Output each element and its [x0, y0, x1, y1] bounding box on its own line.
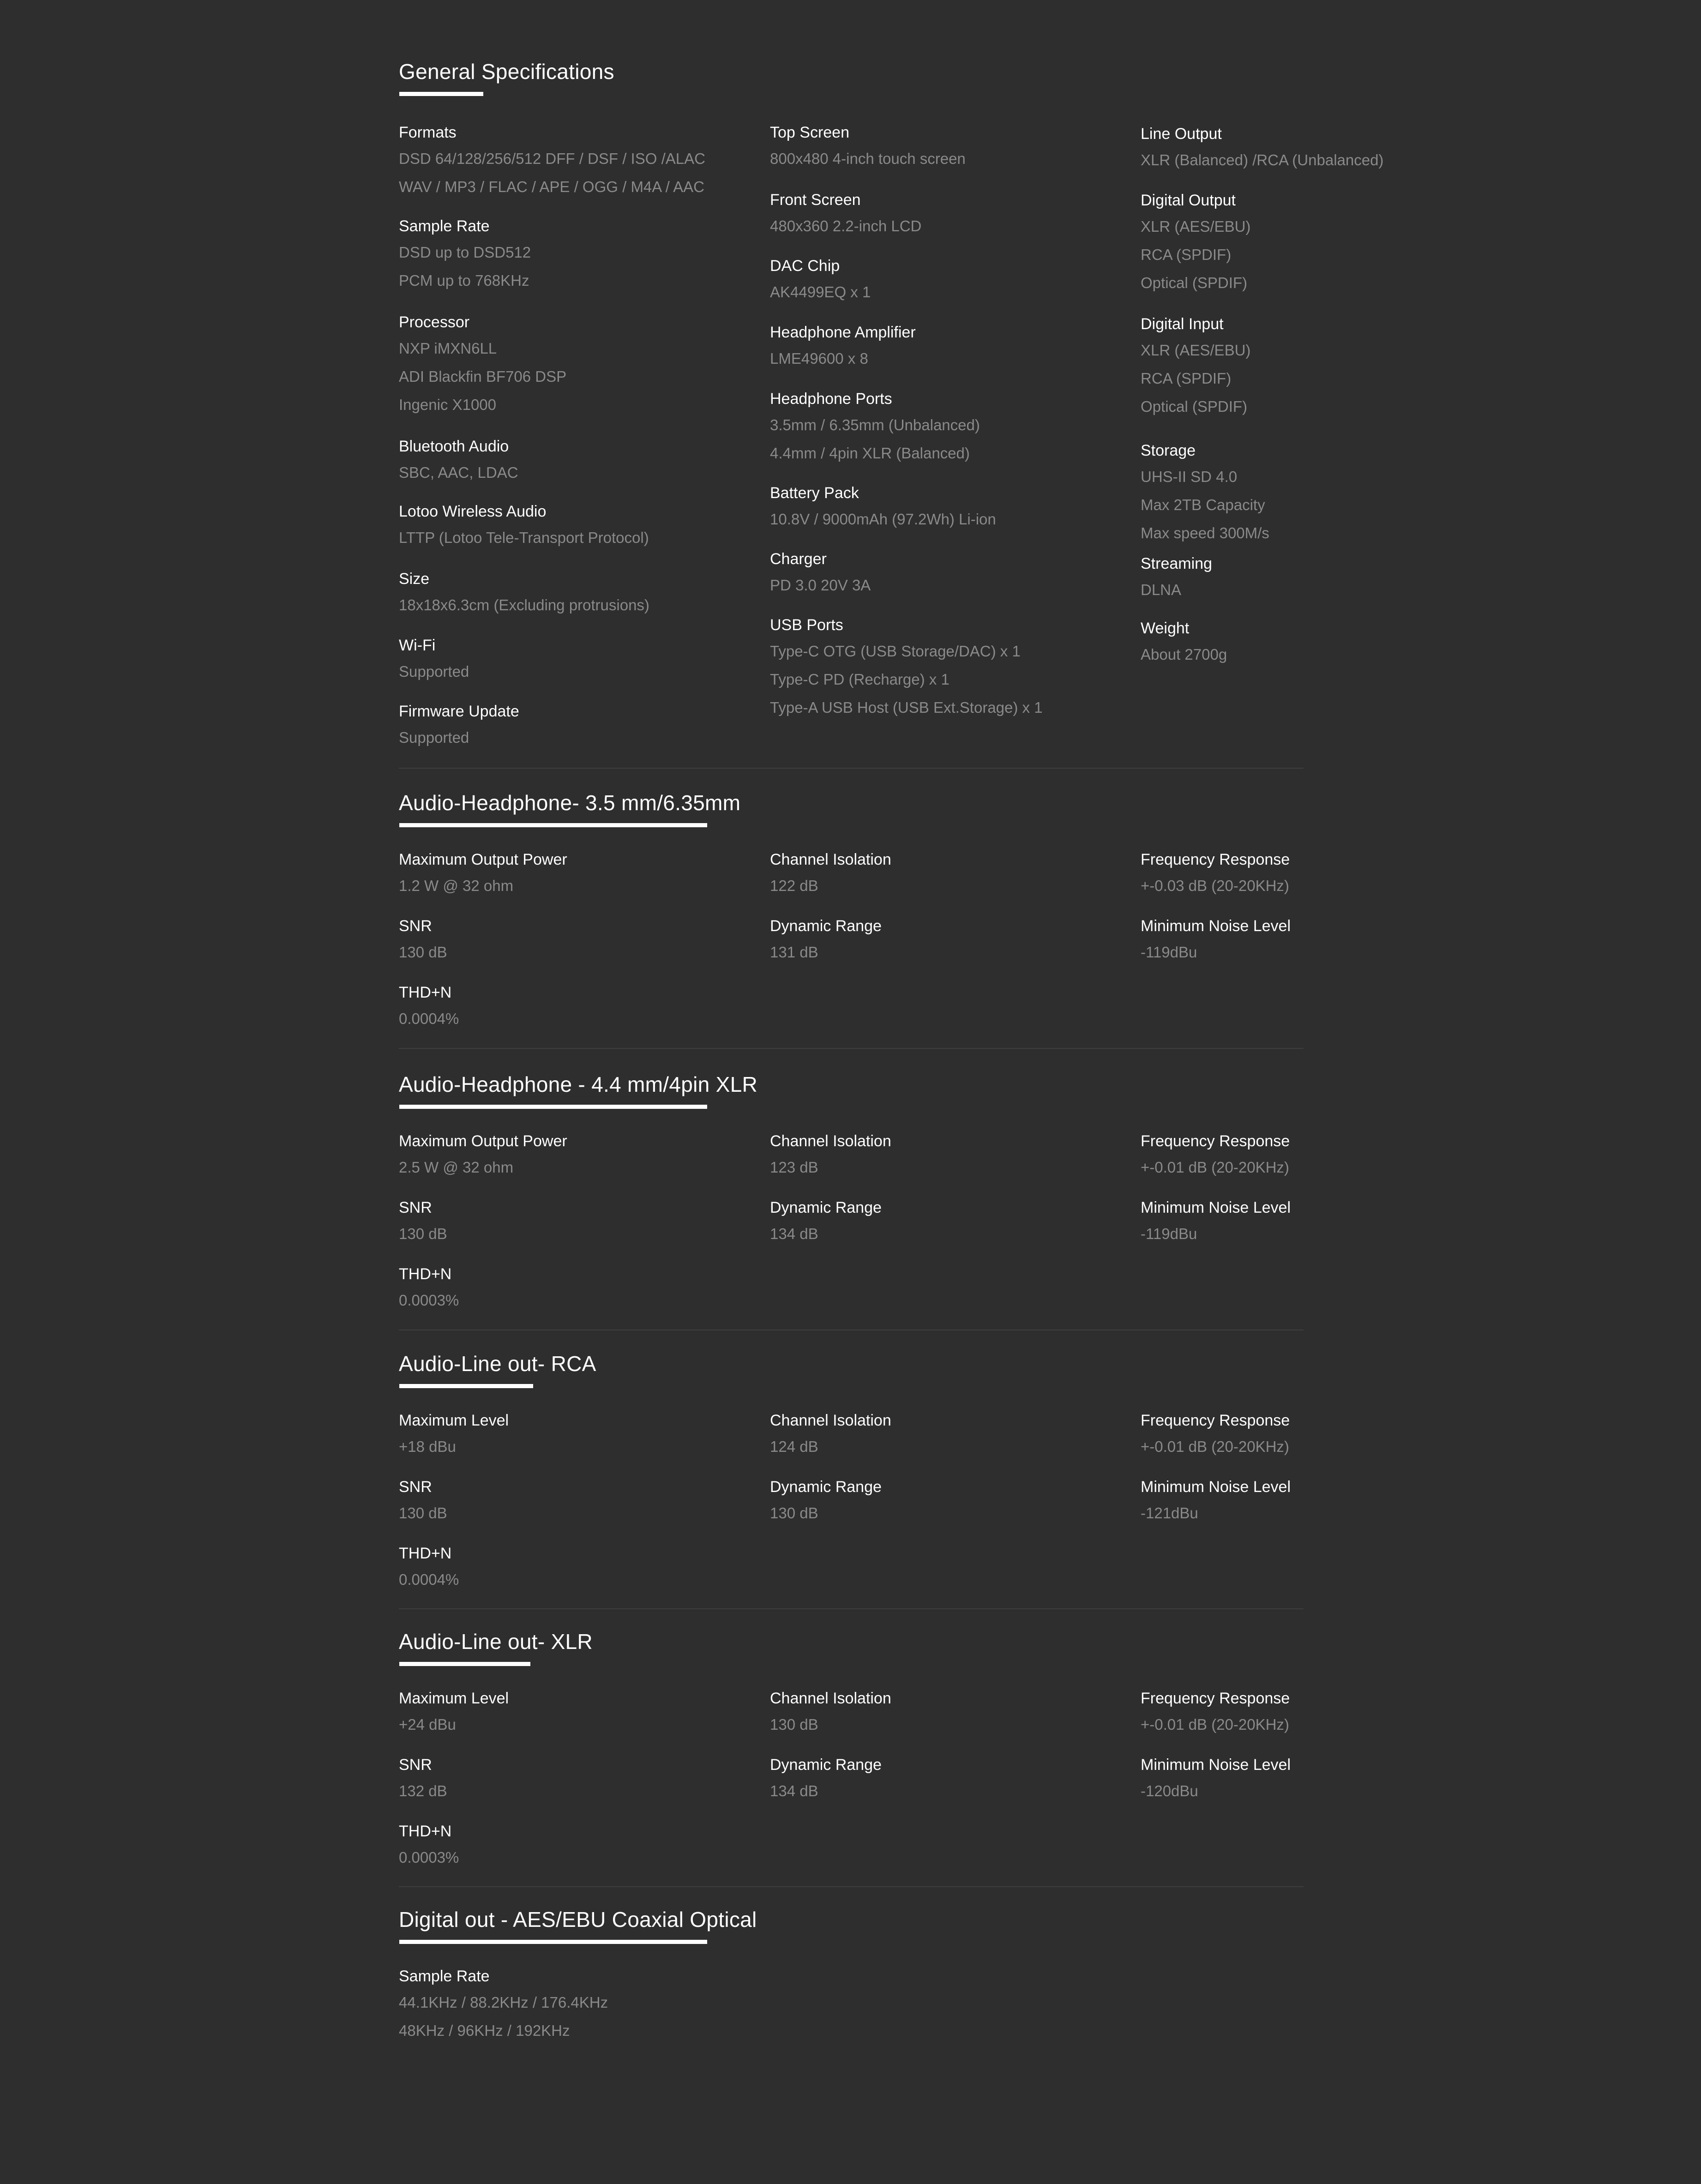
spec-value-list	[399, 523, 649, 552]
spec-item-channel-isolation	[770, 1129, 891, 1181]
spec-value-list	[770, 872, 891, 900]
spec-label: Storage	[1141, 442, 1196, 459]
spec-value-list	[770, 505, 996, 533]
spec-label: Battery Pack	[770, 484, 859, 502]
spec-item-channel-isolation	[770, 848, 891, 900]
spec-value-list	[770, 571, 871, 599]
spec-label: Minimum Noise Level	[1141, 1199, 1291, 1216]
spec-value: XLR (AES/EBU)	[1141, 342, 1251, 359]
spec-value: 18x18x6.3cm (Excluding protrusions)	[399, 596, 649, 614]
spec-value: -120dBu	[1141, 1782, 1198, 1799]
spec-item-dynamic-range	[770, 1196, 882, 1248]
spec-value: DSD up to DSD512	[399, 244, 531, 261]
section-title: Audio-Line out- RCA	[399, 1352, 596, 1376]
section-title-underline	[399, 1105, 707, 1109]
spec-item-thd-n	[399, 1541, 459, 1594]
spec-label: THD+N	[399, 1823, 452, 1840]
spec-item-bluetooth-audio	[399, 434, 518, 487]
spec-value: LTTP (Lotoo Tele-Transport Protocol)	[399, 529, 649, 546]
spec-value: Max speed 300M/s	[1141, 524, 1269, 541]
spec-value: 130 dB	[770, 1504, 818, 1522]
spec-item-minimum-noise-level	[1141, 914, 1291, 966]
spec-item-top-screen	[770, 120, 966, 173]
section-divider	[399, 1048, 1304, 1049]
spec-value-list	[770, 278, 871, 306]
spec-value: UHS-II SD 4.0	[1141, 468, 1238, 485]
spec-item-line-output	[1141, 122, 1383, 174]
spec-label: Sample Rate	[399, 217, 490, 235]
spec-value: Supported	[399, 729, 469, 746]
section-title: Audio-Headphone- 3.5 mm/6.35mm	[399, 791, 741, 815]
spec-value: 0.0003%	[399, 1849, 459, 1866]
spec-value: +18 dBu	[399, 1438, 456, 1455]
spec-label: Top Screen	[770, 124, 849, 141]
spec-value: Type-C PD (Recharge) x 1	[770, 671, 950, 688]
section-title: Digital out - AES/EBU Coaxial Optical	[399, 1907, 757, 1931]
spec-value: XLR (Balanced) /RCA (Unbalanced)	[1141, 151, 1384, 168]
spec-label: Digital Input	[1141, 315, 1224, 333]
spec-item-snr	[399, 914, 447, 966]
spec-value-list	[399, 723, 519, 752]
spec-item-storage	[1141, 439, 1269, 547]
spec-value: 10.8V / 9000mAh (97.2Wh) Li-ion	[770, 511, 996, 528]
spec-item-wi-fi	[399, 633, 469, 686]
spec-label: Wi-Fi	[399, 637, 436, 654]
spec-value: 134 dB	[770, 1782, 818, 1799]
spec-value: About 2700g	[1141, 646, 1227, 663]
spec-value-list	[399, 1220, 447, 1248]
spec-value-list	[1141, 640, 1227, 668]
spec-label: Weight	[1141, 620, 1190, 637]
spec-value-list	[770, 144, 966, 173]
spec-label: Minimum Noise Level	[1141, 1478, 1291, 1496]
spec-label: Channel Isolation	[770, 1132, 891, 1150]
spec-value: 134 dB	[770, 1225, 818, 1242]
spec-item-dac-chip	[770, 254, 871, 306]
spec-item-firmware-update	[399, 699, 519, 752]
spec-value: 3.5mm / 6.35mm (Unbalanced)	[770, 416, 980, 433]
spec-label: Front Screen	[770, 191, 861, 209]
section-title-underline	[399, 823, 707, 827]
spec-item-digital-output	[1141, 188, 1250, 297]
spec-item-frequency-response	[1141, 1686, 1290, 1739]
spec-item-maximum-level	[399, 1686, 509, 1739]
spec-label: Minimum Noise Level	[1141, 917, 1291, 935]
spec-value: RCA (SPDIF)	[1141, 370, 1232, 387]
spec-label: SNR	[399, 1478, 432, 1496]
spec-value-list	[1141, 938, 1291, 966]
spec-label: Dynamic Range	[770, 1199, 882, 1216]
spec-value: Optical (SPDIF)	[1141, 274, 1248, 291]
spec-value-list	[770, 1432, 891, 1461]
spec-label: Bluetooth Audio	[399, 438, 509, 455]
spec-item-snr	[399, 1753, 447, 1805]
spec-value-list	[770, 411, 980, 467]
spec-label: USB Ports	[770, 616, 843, 634]
spec-value: +-0.01 dB (20-20KHz)	[1141, 1716, 1289, 1733]
spec-label: Channel Isolation	[770, 1690, 891, 1707]
spec-item-frequency-response	[1141, 848, 1290, 900]
section-title: Audio-Headphone - 4.4 mm/4pin XLR	[399, 1072, 758, 1096]
spec-value-list	[399, 1988, 608, 2045]
spec-value-list	[770, 1499, 882, 1527]
spec-label: Maximum Level	[399, 1412, 509, 1429]
spec-value: 130 dB	[399, 1504, 447, 1522]
spec-value: 0.0003%	[399, 1292, 459, 1309]
spec-label: Frequency Response	[1141, 1412, 1290, 1429]
spec-item-minimum-noise-level	[1141, 1196, 1291, 1248]
spec-label: THD+N	[399, 984, 452, 1001]
spec-value-list	[399, 144, 705, 201]
spec-value: SBC, AAC, LDAC	[399, 464, 518, 481]
spec-item-streaming	[1141, 552, 1212, 604]
spec-label: Channel Isolation	[770, 851, 891, 868]
spec-label: Formats	[399, 124, 457, 141]
spec-value-list	[399, 1843, 459, 1871]
spec-item-minimum-noise-level	[1141, 1753, 1291, 1805]
spec-value-list	[399, 238, 531, 295]
spec-value: 48KHz / 96KHz / 192KHz	[399, 2022, 570, 2039]
spec-value: +-0.01 dB (20-20KHz)	[1141, 1159, 1289, 1176]
spec-item-channel-isolation	[770, 1686, 891, 1739]
spec-value-list	[399, 591, 649, 619]
spec-label: Headphone Amplifier	[770, 324, 916, 341]
spec-value: -119dBu	[1141, 1225, 1197, 1242]
spec-value-list	[770, 212, 921, 240]
spec-value-list	[1141, 212, 1250, 297]
spec-item-maximum-output-power	[399, 1129, 567, 1181]
spec-value-list	[399, 1286, 459, 1314]
spec-value: +-0.03 dB (20-20KHz)	[1141, 877, 1289, 894]
spec-item-battery-pack	[770, 481, 996, 533]
spec-item-snr	[399, 1196, 447, 1248]
section-title-underline	[399, 1662, 530, 1666]
spec-item-formats	[399, 120, 705, 201]
spec-value: RCA (SPDIF)	[1141, 246, 1232, 263]
spec-value-list	[399, 1710, 509, 1739]
spec-item-weight	[1141, 616, 1227, 668]
spec-item-dynamic-range	[770, 914, 882, 966]
spec-label: Frequency Response	[1141, 1690, 1290, 1707]
spec-label: THD+N	[399, 1545, 452, 1562]
spec-label: SNR	[399, 1199, 432, 1216]
spec-value: NXP iMXN6LL	[399, 340, 497, 357]
spec-item-headphone-amplifier	[770, 320, 916, 373]
spec-value-list	[1141, 576, 1212, 604]
spec-value: XLR (AES/EBU)	[1141, 218, 1251, 235]
spec-value: 480x360 2.2-inch LCD	[770, 217, 922, 235]
spec-value: 0.0004%	[399, 1010, 459, 1027]
spec-value: ADI Blackfin BF706 DSP	[399, 368, 567, 385]
spec-item-dynamic-range	[770, 1753, 882, 1805]
spec-label: Maximum Level	[399, 1690, 509, 1707]
spec-label: Digital Output	[1141, 192, 1236, 209]
spec-value: Max 2TB Capacity	[1141, 496, 1265, 513]
spec-item-size	[399, 567, 649, 619]
spec-value-list	[399, 334, 566, 419]
spec-value-list	[1141, 146, 1383, 174]
spec-item-maximum-output-power	[399, 848, 567, 900]
spec-value: 131 dB	[770, 944, 818, 961]
spec-value: Supported	[399, 663, 469, 680]
spec-value-list	[1141, 1777, 1291, 1805]
spec-value-list	[770, 344, 916, 373]
spec-value-list	[770, 1777, 882, 1805]
spec-value: 2.5 W @ 32 ohm	[399, 1159, 514, 1176]
section-divider	[399, 768, 1304, 769]
spec-value: 132 dB	[399, 1782, 447, 1799]
spec-item-digital-input	[1141, 312, 1250, 421]
spec-item-usb-ports	[770, 613, 1043, 722]
spec-value-list	[399, 1432, 509, 1461]
spec-item-headphone-ports	[770, 387, 980, 467]
spec-value-list	[770, 1220, 882, 1248]
section-divider	[399, 1886, 1304, 1887]
spec-value-list	[770, 637, 1043, 722]
spec-value: -119dBu	[1141, 944, 1197, 961]
spec-label: Maximum Output Power	[399, 851, 567, 868]
spec-item-lotoo-wireless-audio	[399, 499, 649, 552]
spec-label: Processor	[399, 313, 470, 331]
spec-value-list	[770, 938, 882, 966]
spec-value: 122 dB	[770, 877, 818, 894]
section-title-underline	[399, 92, 483, 96]
spec-value: 44.1KHz / 88.2KHz / 176.4KHz	[399, 1994, 608, 2011]
spec-value: 4.4mm / 4pin XLR (Balanced)	[770, 445, 970, 462]
spec-label: Frequency Response	[1141, 1132, 1290, 1150]
spec-item-frequency-response	[1141, 1408, 1290, 1461]
spec-label: Minimum Noise Level	[1141, 1756, 1291, 1774]
spec-value-list	[399, 1153, 567, 1181]
spec-value-list	[399, 1777, 447, 1805]
spec-label: Streaming	[1141, 555, 1212, 572]
spec-item-channel-isolation	[770, 1408, 891, 1461]
spec-value-list	[1141, 1153, 1290, 1181]
spec-value-list	[770, 1153, 891, 1181]
spec-item-maximum-level	[399, 1408, 509, 1461]
spec-value: Type-C OTG (USB Storage/DAC) x 1	[770, 643, 1021, 660]
spec-label: Dynamic Range	[770, 1478, 882, 1496]
section-title: General Specifications	[399, 60, 614, 84]
section-divider	[399, 1608, 1304, 1609]
spec-label: SNR	[399, 1756, 432, 1774]
spec-item-dynamic-range	[770, 1475, 882, 1527]
spec-value: 130 dB	[399, 944, 447, 961]
spec-value: -121dBu	[1141, 1504, 1198, 1522]
spec-value-list	[399, 1499, 447, 1527]
spec-item-frequency-response	[1141, 1129, 1290, 1181]
spec-label: Lotoo Wireless Audio	[399, 503, 547, 520]
spec-item-snr	[399, 1475, 447, 1527]
spec-value: LME49600 x 8	[770, 350, 868, 367]
section-title-underline	[399, 1940, 707, 1944]
spec-label: Firmware Update	[399, 703, 519, 720]
spec-value-list	[399, 458, 518, 487]
spec-value: DSD 64/128/256/512 DFF / DSF / ISO /ALAC	[399, 150, 705, 167]
spec-value-list	[1141, 872, 1290, 900]
spec-item-thd-n	[399, 981, 459, 1033]
spec-value: 130 dB	[399, 1225, 447, 1242]
spec-label: THD+N	[399, 1265, 452, 1283]
section-title: Audio-Line out- XLR	[399, 1630, 593, 1654]
spec-label: Line Output	[1141, 125, 1222, 143]
spec-value-list	[399, 1565, 459, 1594]
spec-value: PCM up to 768KHz	[399, 272, 529, 289]
spec-value: 0.0004%	[399, 1571, 459, 1588]
spec-label: SNR	[399, 917, 432, 935]
spec-label: Charger	[770, 550, 827, 568]
spec-label: Frequency Response	[1141, 851, 1290, 868]
spec-value: Type-A USB Host (USB Ext.Storage) x 1	[770, 699, 1043, 716]
spec-label: Headphone Ports	[770, 390, 892, 408]
spec-value-list	[399, 1005, 459, 1033]
spec-label: Sample Rate	[399, 1967, 490, 1985]
spec-value-list	[1141, 463, 1269, 547]
spec-label: Dynamic Range	[770, 917, 882, 935]
spec-value: 130 dB	[770, 1716, 818, 1733]
spec-value: PD 3.0 20V 3A	[770, 577, 871, 594]
spec-item-sample-rate	[399, 1964, 608, 2045]
spec-value: 124 dB	[770, 1438, 818, 1455]
section-title-underline	[399, 1384, 533, 1388]
spec-value: 800x480 4-inch touch screen	[770, 150, 966, 167]
spec-item-thd-n	[399, 1819, 459, 1871]
spec-value: 123 dB	[770, 1159, 818, 1176]
spec-item-thd-n	[399, 1262, 459, 1314]
spec-label: Size	[399, 570, 430, 588]
spec-value: Ingenic X1000	[399, 396, 497, 413]
spec-item-processor	[399, 310, 566, 419]
spec-value-list	[1141, 1220, 1291, 1248]
spec-label: Maximum Output Power	[399, 1132, 567, 1150]
spec-value-list	[1141, 1432, 1290, 1461]
spec-item-sample-rate	[399, 214, 531, 295]
spec-label: Dynamic Range	[770, 1756, 882, 1774]
spec-item-minimum-noise-level	[1141, 1475, 1291, 1527]
spec-item-charger	[770, 547, 871, 599]
spec-value-list	[1141, 1710, 1290, 1739]
spec-value-list	[1141, 336, 1250, 421]
spec-value: +-0.01 dB (20-20KHz)	[1141, 1438, 1289, 1455]
spec-value-list	[399, 657, 469, 686]
spec-value: Optical (SPDIF)	[1141, 398, 1248, 415]
spec-item-front-screen	[770, 188, 921, 240]
spec-value-list	[770, 1710, 891, 1739]
spec-value: +24 dBu	[399, 1716, 456, 1733]
spec-value: WAV / MP3 / FLAC / APE / OGG / M4A / AAC	[399, 178, 705, 195]
spec-value-list	[399, 938, 447, 966]
spec-label: Channel Isolation	[770, 1412, 891, 1429]
spec-label: DAC Chip	[770, 257, 840, 275]
spec-value-list	[399, 872, 567, 900]
spec-value: 1.2 W @ 32 ohm	[399, 877, 514, 894]
spec-value: AK4499EQ x 1	[770, 283, 871, 301]
spec-value-list	[1141, 1499, 1291, 1527]
spec-value: DLNA	[1141, 581, 1182, 598]
